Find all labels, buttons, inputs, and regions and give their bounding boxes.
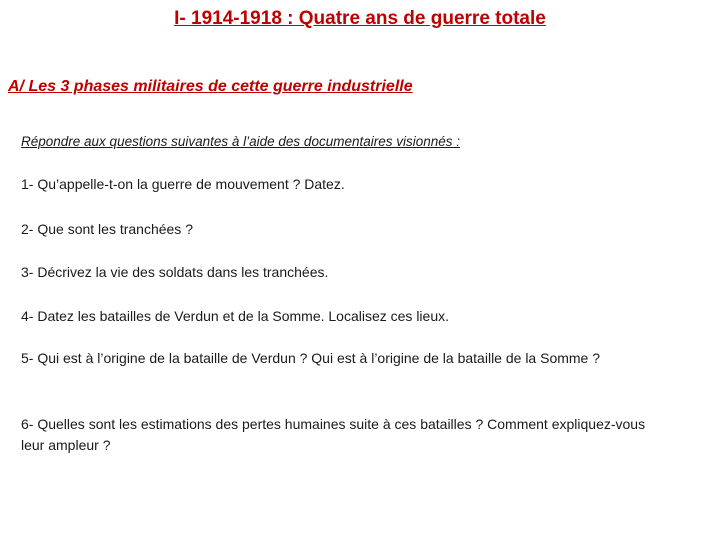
question-5: 5- Qui est à l’origine de la bataille de Verdun ? Qui est à l’origine de la bataille de la Somme ? (21, 350, 601, 366)
page-title: I- 1914-1918 : Quatre ans de guerre totale (174, 8, 546, 29)
question-4: 4- Datez les batailles de Verdun et de la Somme. Localisez ces lieux. (21, 308, 450, 324)
instruction-text: Répondre aux questions suivantes à l’aide des documentaires visionnés : (21, 134, 461, 149)
questions-box (14, 124, 694, 464)
question-3: 3- Décrivez la vie des soldats dans les tranchées. (21, 264, 329, 280)
section-heading: A/ Les 3 phases militaires de cette guerre industrielle (8, 78, 413, 95)
question-6: 6- Quelles sont les estimations des pertes humaines suite à ces batailles ? Comment expliquez-vous leur ampleur ? (21, 416, 646, 453)
question-2: 2- Que sont les tranchées ? (21, 221, 193, 237)
question-1: 1- Qu’appelle-t-on la guerre de mouvement ? Datez. (21, 176, 345, 192)
